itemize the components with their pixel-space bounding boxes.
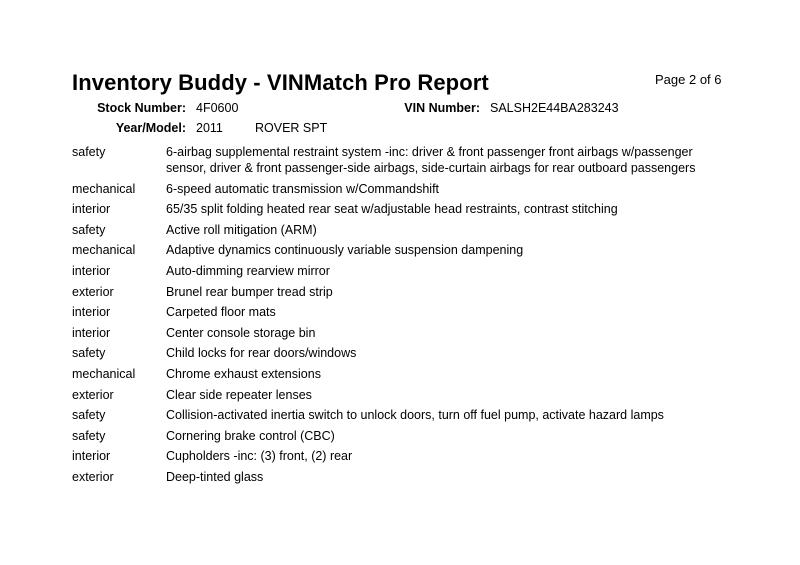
stock-number-value: 4F0600 [196, 101, 239, 115]
equipment-row [72, 222, 732, 238]
equipment-category: safety [72, 346, 106, 361]
year-value: 2011 [196, 121, 223, 135]
model-value: ROVER SPT [255, 121, 328, 135]
equipment-description: Deep-tinted glass [166, 469, 264, 484]
equipment-category: exterior [72, 284, 114, 299]
equipment-row [72, 448, 732, 464]
equipment-row [72, 263, 732, 279]
report-title: Inventory Buddy - VINMatch Pro Report [72, 70, 489, 95]
equipment-row [72, 144, 732, 176]
equipment-row [72, 242, 732, 258]
equipment-row [72, 345, 732, 361]
equipment-category: safety [72, 145, 106, 159]
equipment-description: 6-airbag supplemental restraint system -inc: driver & front passenger front airbags w/passenger sensor, driver & front passenger-side airbags, side-curtain airbags for rear outboard passengers [166, 145, 696, 175]
equipment-row [72, 325, 732, 341]
equipment-category: exterior [72, 469, 114, 484]
equipment-description: Cupholders -inc: (3) front, (2) rear [166, 449, 353, 464]
equipment-row [72, 201, 732, 217]
equipment-row [72, 366, 732, 382]
equipment-category: interior [72, 449, 111, 464]
equipment-description: Clear side repeater lenses [166, 387, 312, 402]
equipment-description: Active roll mitigation (ARM) [166, 222, 317, 237]
year-model-label: Year/Model: [115, 121, 186, 135]
equipment-description: Center console storage bin [166, 325, 316, 340]
equipment-category: interior [72, 202, 111, 217]
equipment-category: exterior [72, 387, 114, 402]
equipment-description: 65/35 split folding heated rear seat w/adjustable head restraints, contrast stitching [166, 202, 618, 217]
equipment-category: mechanical [72, 243, 136, 258]
stock-number-label: Stock Number: [97, 101, 186, 115]
equipment-row [72, 428, 732, 444]
equipment-category: mechanical [72, 181, 136, 196]
equipment-category: interior [72, 325, 111, 340]
page-number: Page 2 of 6 [655, 72, 722, 87]
equipment-row [72, 284, 732, 300]
equipment-description: Collision-activated inertia switch to unlock doors, turn off fuel pump, activate hazard lamps [166, 408, 664, 423]
equipment-category: interior [72, 263, 111, 278]
equipment-row [72, 407, 732, 423]
equipment-row [72, 469, 732, 485]
equipment-category: safety [72, 408, 106, 423]
equipment-description: Auto-dimming rearview mirror [166, 263, 330, 278]
equipment-row [72, 387, 732, 403]
equipment-description: Adaptive dynamics continuously variable suspension dampening [166, 243, 524, 258]
equipment-description: Cornering brake control (CBC) [166, 428, 335, 443]
equipment-row [72, 181, 732, 197]
equipment-row [72, 304, 732, 320]
equipment-category: safety [72, 428, 106, 443]
equipment-category: interior [72, 305, 111, 320]
equipment-list [72, 144, 732, 490]
equipment-description: Brunel rear bumper tread strip [166, 284, 333, 299]
equipment-description: Carpeted floor mats [166, 305, 276, 320]
equipment-description: Chrome exhaust extensions [166, 366, 321, 381]
vin-number-value: SALSH2E44BA283243 [490, 101, 619, 115]
equipment-category: mechanical [72, 366, 136, 381]
equipment-description: 6-speed automatic transmission w/Commandshift [166, 181, 440, 196]
equipment-description: Child locks for rear doors/windows [166, 346, 357, 361]
equipment-category: safety [72, 222, 106, 237]
vin-number-label: VIN Number: [404, 101, 480, 115]
